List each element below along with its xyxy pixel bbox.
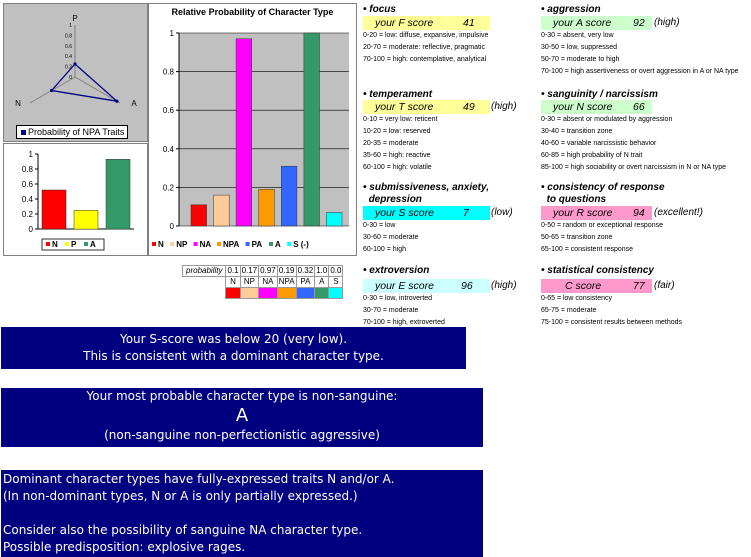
- statistical-title: • statistical consistency: [541, 265, 654, 276]
- type-header-cell: NA: [259, 277, 278, 288]
- npa-bar: [74, 210, 98, 229]
- sanguinity-score-value: 66: [633, 101, 645, 113]
- probability-values-row: [183, 266, 343, 277]
- ct-legend-swatch: [152, 242, 156, 246]
- aggression-score-bar: [541, 16, 652, 30]
- npa-legend: [42, 239, 104, 250]
- sanguinity-desc-line: 60-85 = high probability of N trait: [541, 152, 643, 159]
- focus-score-value: 41: [463, 17, 475, 29]
- type-color-swatch: [259, 288, 278, 299]
- type-header-cell: PA: [296, 277, 315, 288]
- aggression-note: (high): [654, 17, 680, 28]
- ct-bar: [326, 213, 342, 227]
- type-color-swatch: [315, 288, 329, 299]
- probability-value-cell: 0.32: [297, 266, 314, 275]
- consistency-score-bar: [541, 206, 652, 220]
- radar-tick-label: 0.4: [65, 54, 72, 61]
- focus-desc-line: 20-70 = moderate: reflective, pragmatic: [363, 44, 485, 51]
- npa-ytick-label: 0.8: [21, 165, 33, 174]
- aggression-desc: [541, 30, 738, 78]
- extroversion-desc-line: 70-100 = high, extroverted: [363, 319, 445, 326]
- blank-cell: [183, 277, 226, 288]
- submissiveness-desc-line: 30-60 = moderate: [363, 234, 419, 241]
- probability-value-cell: 0.0: [330, 266, 342, 275]
- ct-bar: [214, 195, 230, 226]
- temperament-desc-line: 35-60 = high: reactive: [363, 152, 431, 159]
- aggression-desc-line: 50-70 = moderate to high: [541, 56, 620, 63]
- aggression-desc-line: 0-30 = absent, very low: [541, 32, 614, 39]
- probability-value-cell: 0.19: [278, 266, 295, 275]
- temperament-desc-line: 60-100 = high: volatile: [363, 164, 432, 171]
- focus-desc-line: 70-100 = high: contemplative, analytical: [363, 56, 487, 63]
- ct-ytick-label: 0.8: [162, 67, 174, 77]
- submissiveness-score-label: your S score: [375, 207, 434, 219]
- sanguinity-score-label: your N score: [553, 101, 613, 113]
- ct-ytick-label: 0: [169, 222, 174, 231]
- type-color-swatch: [277, 288, 296, 299]
- ct-bar: [304, 33, 320, 226]
- focus-desc: [363, 30, 488, 66]
- probability-row-label: probability: [183, 266, 226, 277]
- npa-ytick-label: 0.4: [21, 195, 33, 204]
- consistency-title-line1: consistency of response: [547, 182, 665, 193]
- ct-ytick-label: 0.4: [162, 144, 174, 154]
- extroversion-score-bar: [363, 279, 490, 293]
- probability-table: [182, 265, 343, 299]
- ct-legend-swatch: [287, 242, 291, 246]
- statistical-score-label: C score: [565, 280, 602, 292]
- aggression-desc-line: 70-100 = high assertiveness or overt aggression in A or NA type: [541, 68, 739, 75]
- npa-ytick-label: 1: [28, 150, 33, 159]
- focus-desc-line: 0-20 = low: diffuse, expansive, impulsive: [363, 32, 489, 39]
- probability-value-cell: 0.17: [241, 266, 258, 275]
- extroversion-score-label: your E score: [375, 280, 434, 292]
- color-swatch-row: [183, 288, 343, 299]
- sanguinity-desc-line: 0-30 = absent or modulated by aggression: [541, 116, 673, 123]
- type-color-swatch: [329, 288, 343, 299]
- type-header-cell: N: [226, 277, 240, 288]
- temperament-note: (high): [491, 101, 517, 112]
- ct-legend-label: NA: [199, 240, 212, 249]
- statistical-score-bar: [541, 279, 652, 293]
- blank-cell: [183, 288, 226, 299]
- npa-bar-chart: [4, 144, 147, 255]
- s-score-line2: This is consistent with a dominant character type.: [83, 349, 384, 363]
- radar-tick-label: 0: [69, 75, 72, 81]
- submissiveness-desc-line: 0-30 = low: [363, 222, 396, 229]
- extroversion-score-value: 96: [461, 280, 473, 292]
- radar-tick-label: 1: [69, 23, 72, 29]
- consistency-note: (excellent!): [654, 207, 703, 218]
- ct-legend-swatch: [170, 242, 174, 246]
- radar-point: [115, 100, 118, 103]
- type-line2: (non-sanguine non-perfectionistic aggressive): [104, 428, 380, 442]
- chart-title: Relative Probability of Character Type: [171, 7, 334, 17]
- character-type-message-box: [1, 388, 483, 447]
- radar-tick-label: 0.2: [65, 64, 72, 71]
- statistical-desc-line: 0-65 = low consistency: [541, 295, 613, 302]
- radar-point: [50, 89, 53, 92]
- probability-value-cell: 0.97: [260, 266, 276, 275]
- sanguinity-title-text: sanguinity / narcissism: [547, 89, 658, 100]
- focus-score-bar: [363, 16, 490, 30]
- s-score-line1: Your S-score was below 20 (very low).: [119, 332, 348, 346]
- extroversion-note: (high): [491, 280, 517, 291]
- npa-legend-swatch: [46, 242, 50, 246]
- consistency-desc-line: 0-50 = random or exceptional response: [541, 222, 663, 229]
- focus-title-text: focus: [369, 4, 396, 15]
- temperament-score-bar: [363, 100, 490, 114]
- statistical-score-value: 77: [633, 280, 645, 292]
- character-type-bar-chart: [149, 4, 356, 255]
- type-color-swatch: [226, 288, 240, 299]
- ct-legend-swatch: [194, 242, 198, 246]
- s-score-message-box: [1, 327, 466, 369]
- type-header-cell: NPA: [278, 277, 295, 286]
- consistency-desc-line: 50-65 = transition zone: [541, 234, 613, 241]
- statistical-desc: [541, 293, 682, 329]
- type-color-swatch: [296, 288, 315, 299]
- ct-bar: [281, 166, 297, 226]
- temperament-score-label: your T score: [375, 101, 434, 113]
- ct-legend-label: A: [275, 240, 281, 249]
- temperament-desc-line: 0-10 = very low: reticent: [363, 116, 438, 123]
- ct-legend: [152, 240, 309, 249]
- character-type-chart-panel: [148, 3, 357, 256]
- consistency-title-line2: to questions: [546, 194, 607, 205]
- spacer: [1, 505, 483, 522]
- radar-tick-label: 0.6: [65, 43, 72, 50]
- type-header-row: [183, 277, 343, 288]
- ct-legend-swatch: [217, 242, 221, 246]
- ct-legend-swatch: [269, 242, 273, 246]
- sanguinity-desc: [541, 114, 726, 174]
- submissiveness-score-bar: [363, 206, 490, 220]
- statistical-desc-line: 75-100 = consistent results between methods: [541, 319, 683, 326]
- ct-legend-label: S (-): [293, 240, 309, 249]
- npa-bar: [106, 159, 130, 229]
- npa-legend-label: N: [52, 240, 58, 249]
- submissiveness-note: (low): [491, 207, 513, 218]
- probability-value-cell: 1.0: [316, 266, 328, 275]
- temperament-desc-line: 10-20 = low: reserved: [363, 128, 431, 135]
- temperament-desc: [363, 114, 438, 174]
- type-header-cell: A: [315, 277, 329, 288]
- type-color-swatch: [240, 288, 259, 299]
- radar-axis-label: P: [72, 14, 78, 23]
- consistency-title: • consistency of response to questions: [541, 182, 665, 205]
- ct-legend-label: N: [158, 240, 164, 249]
- submissiveness-score-value: 7: [463, 207, 469, 219]
- extroversion-title: • extroversion: [363, 265, 430, 276]
- extroversion-desc-line: 0-30 = low, introverted: [363, 295, 433, 302]
- probability-value-cell: 0.1: [227, 266, 239, 275]
- aggression-title-text: aggression: [547, 4, 601, 15]
- submissiveness-desc: [363, 220, 418, 256]
- ct-legend-label: PA: [251, 240, 263, 249]
- npa-legend-label: P: [71, 240, 77, 249]
- radar-axis-label: A: [131, 99, 137, 108]
- dominant-line1: Dominant character types have fully-expressed traits N and/or A.: [3, 472, 395, 486]
- ct-ytick-label: 0.6: [162, 106, 174, 116]
- radar-chart: [4, 4, 147, 141]
- ct-bar: [191, 205, 207, 226]
- type-header-cell: S: [329, 277, 343, 288]
- statistical-title-text: statistical consistency: [547, 265, 654, 276]
- sanguinity-score-bar: [541, 100, 652, 114]
- extroversion-title-text: extroversion: [369, 265, 430, 276]
- aggression-desc-line: 30-50 = low, suppressed: [541, 44, 618, 51]
- npa-legend-swatch: [84, 242, 88, 246]
- dominant-line4: Possible predisposition: explosive rages.: [3, 540, 246, 554]
- npa-legend-label: A: [90, 240, 96, 249]
- legend-swatch: [21, 130, 26, 135]
- sanguinity-title: • sanguinity / narcissism: [541, 89, 658, 100]
- temperament-score-value: 49: [463, 101, 475, 113]
- ct-legend-swatch: [246, 242, 250, 246]
- sanguinity-desc-line: 40-60 = variable narcissistic behavior: [541, 140, 657, 147]
- consistency-score-value: 94: [633, 207, 645, 219]
- focus-score-label: your F score: [375, 17, 434, 29]
- radar-axis-label: N: [15, 99, 21, 108]
- type-line1: Your most probable character type is non-sanguine:: [86, 389, 398, 403]
- ct-legend-label: NP: [176, 240, 188, 249]
- type-letter: A: [235, 405, 249, 426]
- type-header-cell: NP: [240, 277, 259, 288]
- extroversion-desc-line: 30-70 = moderate: [363, 307, 419, 314]
- submissiveness-title-line1: submissiveness, anxiety,: [369, 182, 489, 193]
- ct-ytick-label: 0.2: [162, 183, 174, 193]
- radar-axis-line: [75, 77, 120, 103]
- dominant-line3: Consider also the possibility of sanguine NA character type.: [3, 523, 363, 537]
- ct-bar: [236, 39, 252, 226]
- consistency-desc: [541, 220, 663, 256]
- consistency-desc-line: 65-100 = consistent response: [541, 246, 634, 253]
- temperament-title-text: temperament: [369, 89, 433, 100]
- dominant-line2: (In non-dominant types, N or A is only partially expressed.): [3, 489, 358, 503]
- focus-title: • focus: [363, 4, 396, 15]
- radar-legend: [16, 125, 128, 139]
- extroversion-desc: [363, 293, 445, 329]
- npa-ytick-label: 0.2: [21, 210, 33, 219]
- aggression-score-value: 92: [633, 17, 645, 29]
- radar-chart-panel: [3, 3, 148, 142]
- radar-point: [73, 62, 76, 65]
- npa-ytick-label: 0.6: [21, 180, 33, 189]
- submissiveness-title: • submissiveness, anxiety, depression: [363, 182, 489, 205]
- ct-legend-label: NPA: [223, 240, 240, 249]
- submissiveness-desc-line: 60-100 = high: [363, 246, 407, 253]
- temperament-desc-line: 20-35 = moderate: [363, 140, 419, 147]
- statistical-note: (fair): [654, 280, 675, 291]
- npa-legend-swatch: [65, 242, 69, 246]
- ct-ytick-label: 1: [169, 29, 174, 38]
- submissiveness-title-line2: depression: [368, 194, 422, 205]
- consistency-score-label: your R score: [553, 207, 613, 219]
- npa-bar-chart-panel: [3, 143, 148, 256]
- aggression-title: • aggression: [541, 4, 601, 15]
- sanguinity-desc-line: 30-40 = transition zone: [541, 128, 613, 135]
- ct-bar: [259, 189, 275, 226]
- statistical-desc-line: 65-75 = moderate: [541, 307, 597, 314]
- npa-ytick-label: 0: [28, 225, 33, 234]
- radar-legend-label: Probability of NPA Traits: [28, 127, 125, 137]
- radar-tick-label: 0.8: [65, 33, 72, 40]
- dominant-type-message-box: [1, 470, 483, 557]
- npa-bar: [42, 190, 66, 229]
- sanguinity-desc-line: 85-100 = high sociability or overt narcissism in N or NA type: [541, 164, 726, 171]
- temperament-title: • temperament: [363, 89, 433, 100]
- aggression-score-label: your A score: [553, 17, 612, 29]
